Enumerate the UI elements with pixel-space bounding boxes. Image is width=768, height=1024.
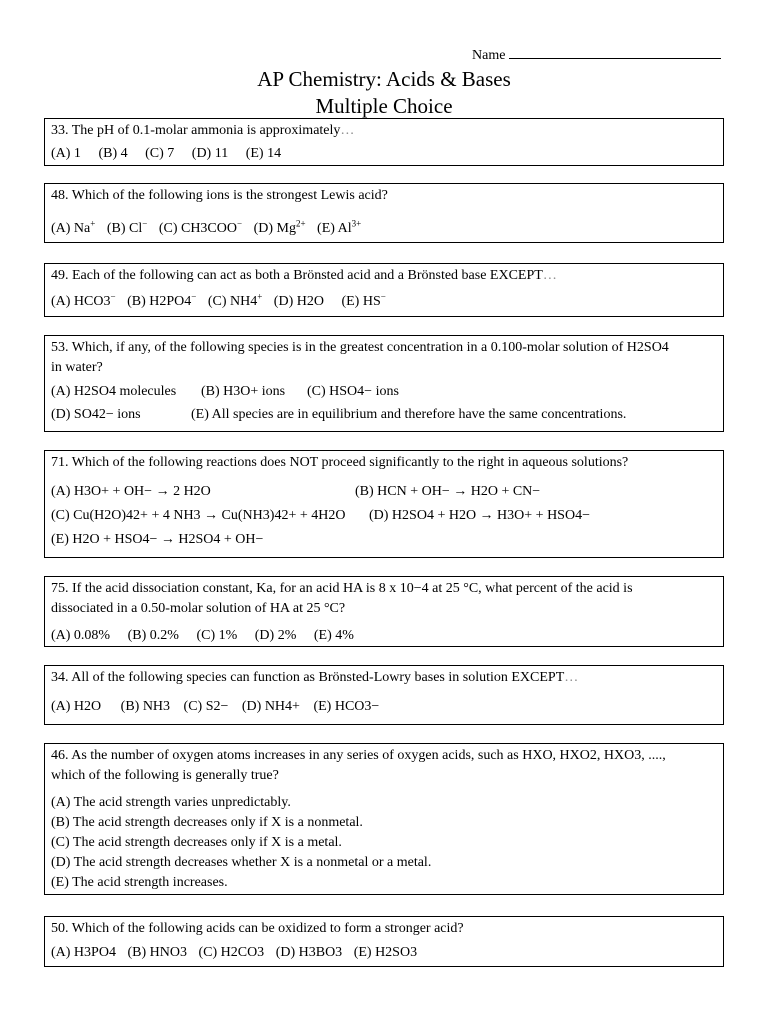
option-b: (B) H2PO4 bbox=[127, 294, 192, 309]
option-a: (A) H3PO4 bbox=[51, 945, 116, 960]
question-stem: 50. Which of the following acids can be oxidized to form a stronger acid? bbox=[51, 921, 464, 936]
option-a: (A) H2O bbox=[51, 699, 102, 714]
question-53 bbox=[44, 335, 724, 432]
question-46 bbox=[44, 743, 724, 895]
option-d: (D) SO42− ions bbox=[51, 407, 141, 422]
answer-options bbox=[51, 626, 717, 646]
answer-options-row-3 bbox=[51, 530, 717, 550]
option-b: (B) NH3 bbox=[120, 699, 171, 714]
option-d: (D) 11 bbox=[191, 146, 229, 161]
name-label: Name bbox=[472, 48, 506, 63]
option-e: (E) HS bbox=[341, 294, 381, 309]
option-d: (D) H3BO3 bbox=[275, 945, 343, 960]
option-d: (D) The acid strength decreases whether X is a nonmetal or a metal. bbox=[51, 855, 432, 870]
page-title: AP Chemistry: Acids & Bases bbox=[257, 67, 511, 91]
option-b: (B) H3O+ ions bbox=[201, 384, 286, 399]
option-c: (C) H2CO3 bbox=[198, 945, 265, 960]
option-a: (A) H3O+ + OH− → 2 H2O bbox=[51, 484, 211, 499]
option-e: (E) 14 bbox=[245, 146, 282, 161]
option-d: (D) NH4+ bbox=[241, 699, 300, 714]
answer-options bbox=[51, 219, 717, 239]
question-stem-line-2: dissociated in a 0.50-molar solution of HA at 25 °C? bbox=[51, 601, 346, 616]
option-a: (A) HCO3 bbox=[51, 294, 111, 309]
option-a: (A) H2SO4 molecules bbox=[51, 384, 177, 399]
question-48 bbox=[44, 183, 724, 243]
option-b: (B) 0.2% bbox=[127, 628, 179, 643]
option-d: (D) $Mg^{2+}$ bbox=[253, 218, 306, 236]
option-e: (E) HCO3− bbox=[313, 699, 380, 714]
option-e: (E) The acid strength increases. bbox=[51, 875, 228, 890]
question-stem: 71. Which of the following reactions does NOT proceed significantly to the right in aqueous solutions? bbox=[51, 455, 629, 470]
option-b: (B) 4 bbox=[98, 146, 128, 161]
answer-options-row-2 bbox=[51, 506, 717, 526]
question-stem: 34. All of the following species can function as Brönsted-Lowry bases in solution EXCEPT… bbox=[51, 670, 579, 685]
option-e: (E) H2O + HSO4− → H2SO4 + OH− bbox=[51, 532, 264, 547]
question-33 bbox=[44, 118, 724, 166]
option-e: (E) 4% bbox=[313, 628, 354, 643]
question-71 bbox=[44, 450, 724, 558]
question-stem: 49. Each of the following can act as both a Brönsted acid and a Brönsted base EXCEPT… bbox=[51, 268, 557, 283]
answer-options-row-1 bbox=[51, 482, 717, 502]
option-e: (E) All species are in equilibrium and therefore have the same concentrations. bbox=[191, 407, 627, 422]
option-e: (E) $Al^{3+}$ bbox=[317, 218, 362, 236]
question-stem-line-1: 53. Which, if any, of the following species is in the greatest concentration in a 0.100-molar solution of H2SO4 bbox=[51, 340, 669, 355]
name-field bbox=[472, 46, 721, 64]
answer-options bbox=[51, 793, 717, 893]
answer-options bbox=[51, 144, 717, 164]
answer-options bbox=[51, 697, 717, 717]
option-c: (C) Cu(H2O)42+ + 4 NH3 → Cu(NH3)42+ + 4H2O bbox=[51, 508, 346, 523]
option-d: (D) 2% bbox=[254, 628, 297, 643]
option-a: (A) 1 bbox=[51, 146, 81, 161]
option-b: (B) Cl− bbox=[106, 218, 148, 236]
question-stem-line-1: 46. As the number of oxygen atoms increases in any series of oxygen acids, such as HXO, HXO2, HXO3, ...., bbox=[51, 748, 666, 763]
option-b: (B) HCN + OH− → H2O + CN− bbox=[355, 484, 541, 499]
option-b: (B) The acid strength decreases only if X is a nonmetal. bbox=[51, 815, 363, 830]
answer-options: (A) HCO3− (B) H2PO4− (C) NH4+ (D) H2O (E) HS− bbox=[51, 291, 386, 309]
question-49 bbox=[44, 263, 724, 317]
option-c: (C) HSO4− ions bbox=[307, 384, 399, 399]
question-stem: 33. The pH of 0.1-molar ammonia is approximately… bbox=[51, 123, 355, 138]
option-a: (A) 0.08% bbox=[51, 628, 111, 643]
option-a: (A) The acid strength varies unpredictably. bbox=[51, 795, 291, 810]
question-50 bbox=[44, 916, 724, 967]
option-a: (A) Na+ bbox=[51, 218, 96, 236]
option-d: (D) H2SO4 + H2O → H3O+ + HSO4− bbox=[369, 508, 590, 523]
answer-options-row-1 bbox=[51, 382, 717, 402]
question-stem: 48. Which of the following ions is the strongest Lewis acid? bbox=[51, 188, 388, 203]
question-34 bbox=[44, 665, 724, 725]
option-c: (C) 7 bbox=[145, 146, 175, 161]
option-e: (E) H2SO3 bbox=[353, 945, 418, 960]
option-c: (C) NH4 bbox=[207, 294, 258, 309]
name-blank-line bbox=[509, 46, 721, 59]
question-stem-line-1: 75. If the acid dissociation constant, Ka, for an acid HA is 8 x 10−4 at 25 °C, what percent of the acid is bbox=[51, 581, 633, 596]
question-stem-line-2: which of the following is generally true? bbox=[51, 768, 279, 783]
option-c: (C) CH3COO− bbox=[158, 218, 243, 236]
option-c: (C) S2− bbox=[183, 699, 229, 714]
option-c: (C) The acid strength decreases only if X is a metal. bbox=[51, 835, 342, 850]
answer-options-row-2 bbox=[51, 405, 717, 425]
option-d: (D) H2O bbox=[273, 294, 324, 309]
option-c: (C) 1% bbox=[196, 628, 238, 643]
question-stem-line-2: in water? bbox=[51, 360, 103, 375]
option-b: (B) HNO3 bbox=[127, 945, 187, 960]
question-75 bbox=[44, 576, 724, 647]
answer-options bbox=[51, 943, 717, 963]
page-subtitle: Multiple Choice bbox=[315, 94, 453, 118]
